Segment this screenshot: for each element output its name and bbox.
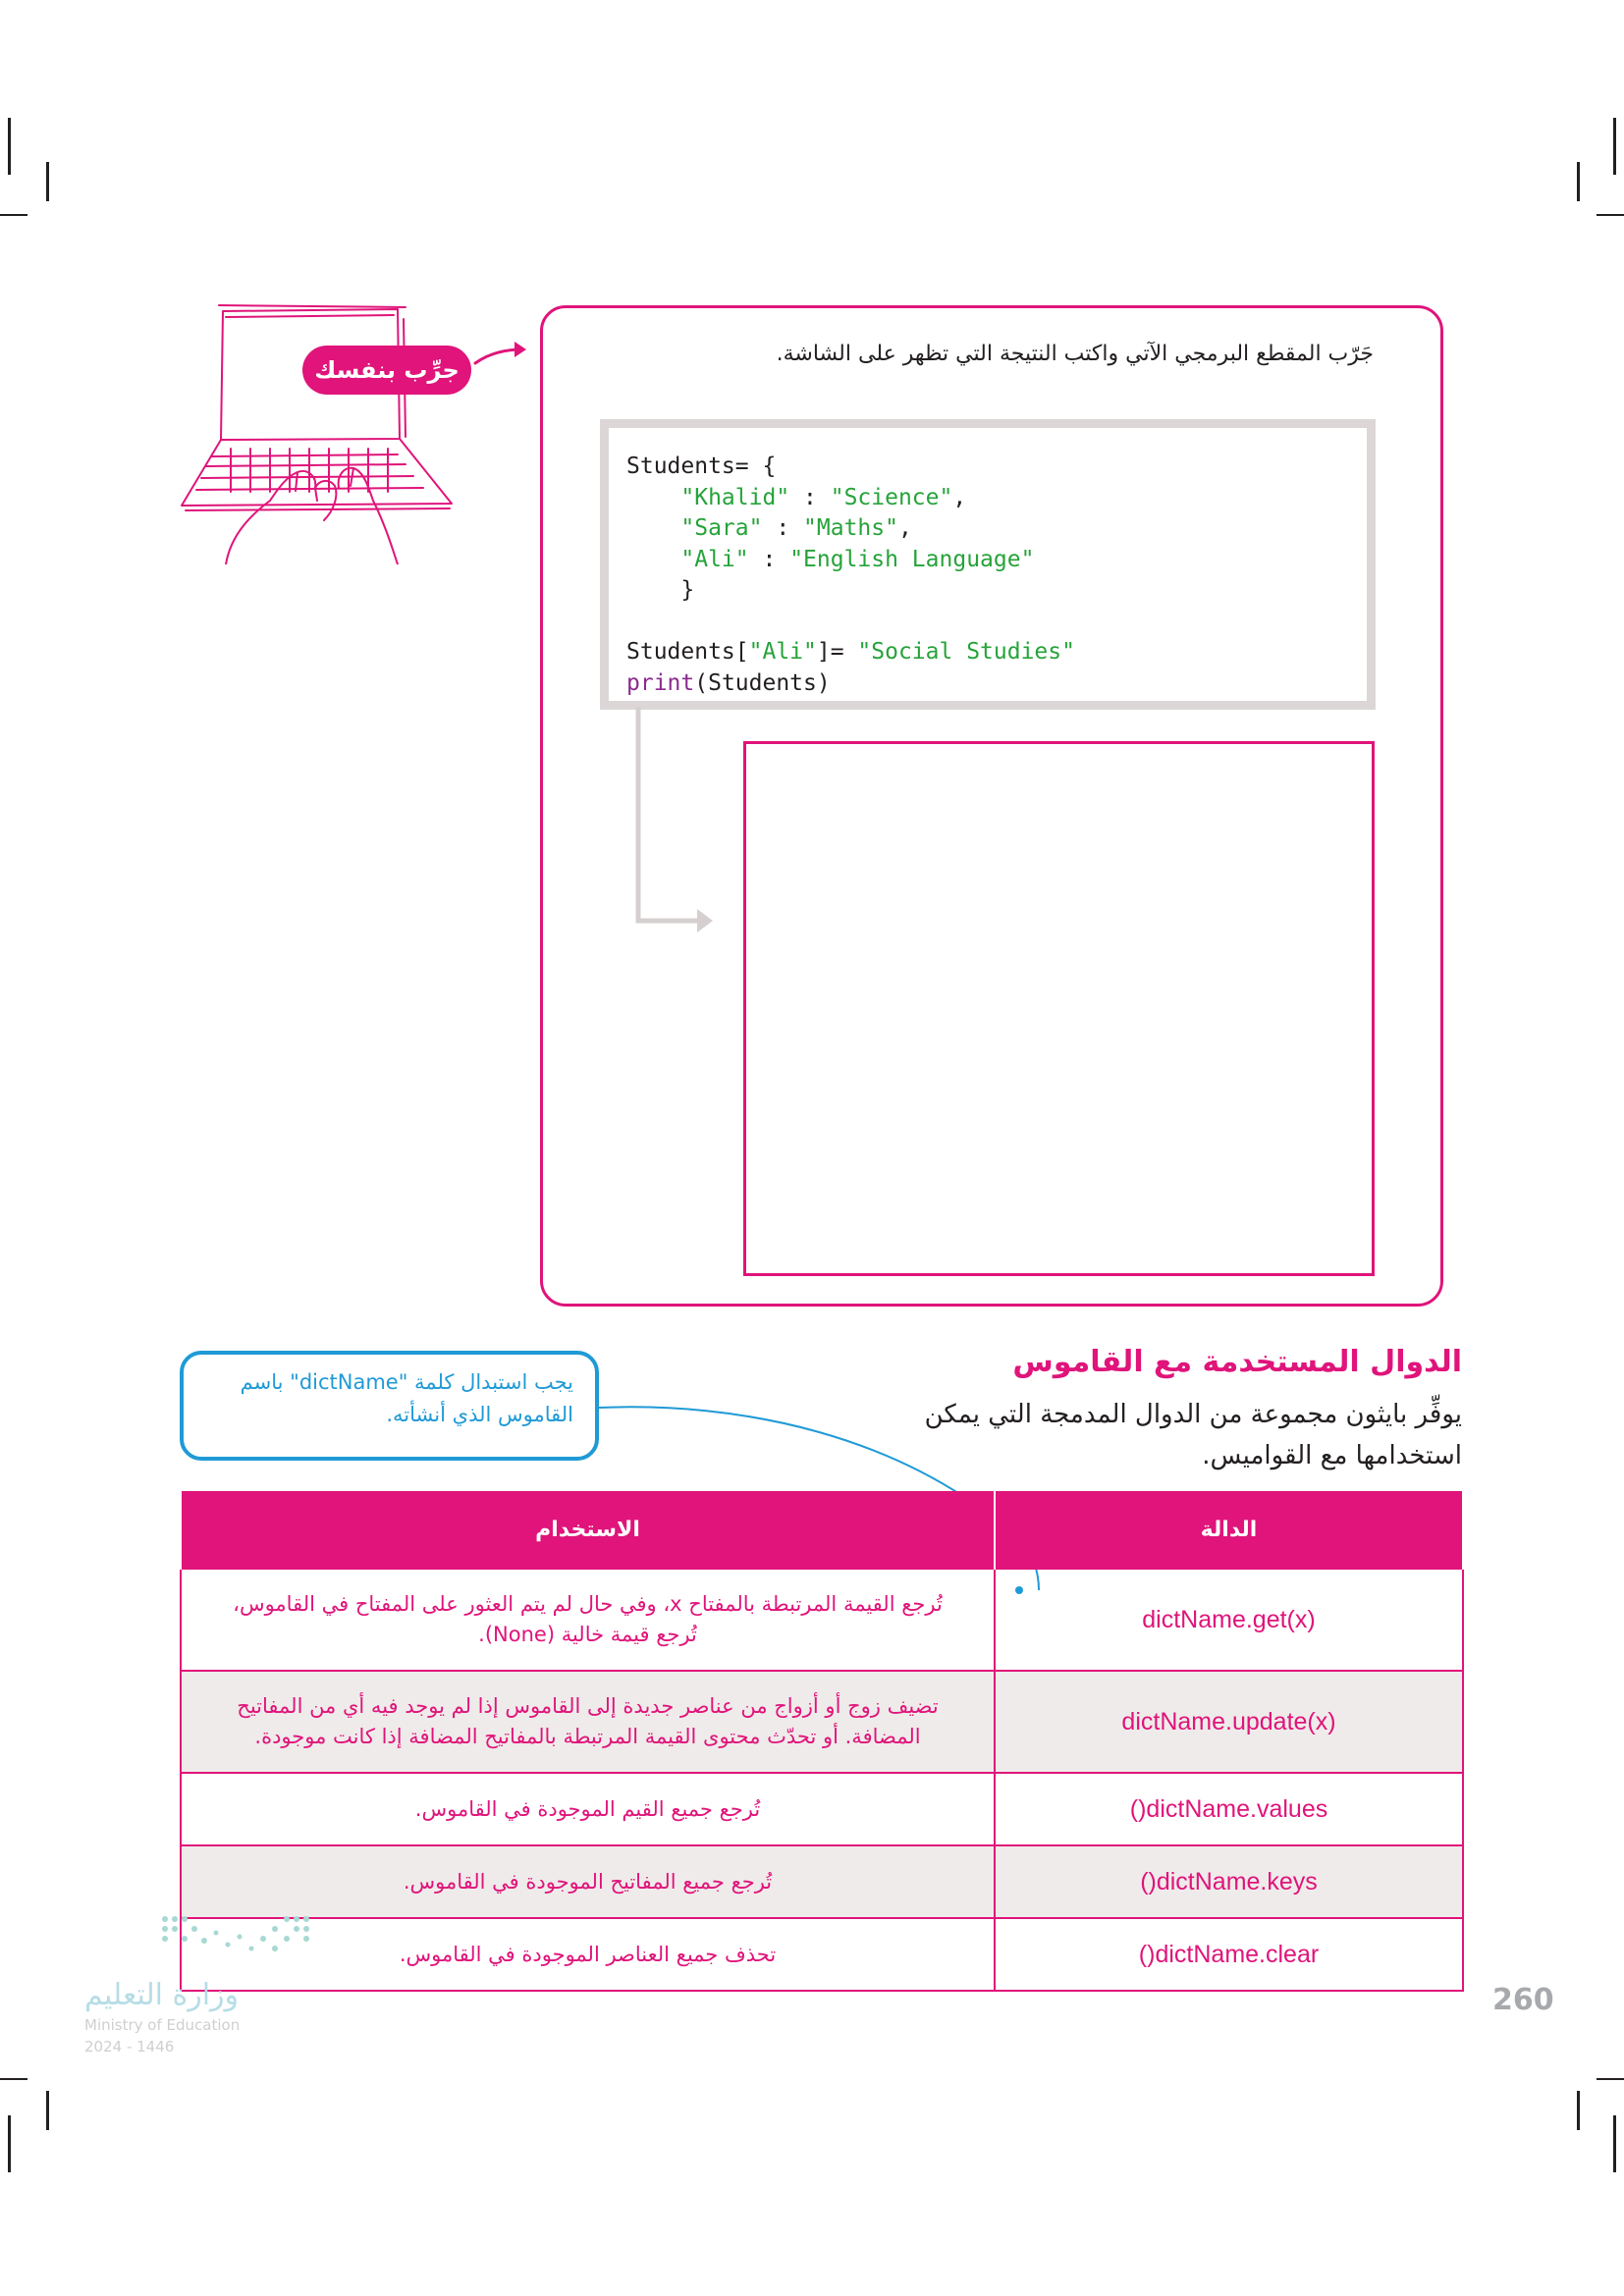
code-text: Students= { "Khalid" : "Science", "Sara" : "Maths", "Ali" : "English Language" } Students["Ali"]= "Social Studies" print(Students) — [626, 454, 1075, 696]
ministry-year: 2024 - 1446 — [84, 2038, 175, 2056]
function-cell: dictName.values() — [995, 1773, 1463, 1845]
crop-mark — [0, 2078, 27, 2080]
ministry-name-en: Ministry of Education — [84, 2016, 241, 2034]
output-answer-box[interactable] — [743, 741, 1375, 1276]
laptop-typing-icon — [172, 299, 466, 564]
usage-cell: تحذف جميع العناصر الموجودة في القاموس. — [181, 1918, 995, 1991]
table-row — [181, 1671, 1463, 1773]
try-it-instruction: جَرّب المقطع البرمجي الآتي واكتب النتيجة التي تظهر على الشاشة. — [776, 342, 1374, 366]
crop-mark — [1597, 2078, 1624, 2080]
dictionary-functions-table — [180, 1491, 1464, 1992]
header-usage: الاستخدام — [181, 1491, 995, 1569]
crop-mark — [46, 2091, 49, 2130]
callout-note: يجب استبدال كلمة "dictName" باسم القاموس الذي أنشأته. — [180, 1351, 599, 1461]
usage-cell: تُرجع القيمة المرتبطة بالمفتاح x، وفي حال لم يتم العثور على المفتاح في القاموس، تُرجع قيمة خالية (None). — [181, 1569, 995, 1671]
crop-mark — [8, 2115, 11, 2172]
ministry-logo-icon — [157, 1909, 324, 1963]
table-row — [181, 1569, 1463, 1671]
usage-cell: تُرجع جميع المفاتيح الموجودة في القاموس. — [181, 1845, 995, 1918]
header-function: الدالة — [995, 1491, 1463, 1569]
crop-mark — [0, 214, 27, 216]
table-header-row — [181, 1491, 1463, 1569]
function-cell: dictName.get(x) — [995, 1569, 1463, 1671]
table-row — [181, 1918, 1463, 1991]
crop-mark — [1613, 118, 1616, 175]
arrow-right-icon — [471, 334, 532, 373]
crop-mark — [1577, 2091, 1580, 2130]
usage-cell: تضيف زوج أو أزواج من عناصر جديدة إلى القاموس إذا لم يوجد فيه أي من المفاتيح المضافة. أو تحدّث محتوى القيمة المرتبطة بالمفاتيح المضافة إذا كانت موجودة. — [181, 1671, 995, 1773]
crop-mark — [1597, 214, 1624, 216]
ministry-watermark — [84, 1978, 240, 2056]
function-cell: dictName.update(x) — [995, 1671, 1463, 1773]
crop-mark — [46, 162, 49, 201]
output-arrow-icon — [628, 707, 722, 933]
ministry-name-ar: وزارة التعليم — [84, 1978, 240, 2012]
try-yourself-badge: جرِّب بنفسك — [302, 346, 471, 395]
function-cell: dictName.keys() — [995, 1845, 1463, 1918]
crop-mark — [1613, 2115, 1616, 2172]
code-block — [600, 419, 1376, 710]
section-intro: يوفِّر بايثون مجموعة من الدوال المدمجة التي يمكن استخدامها مع القواميس. — [924, 1400, 1462, 1470]
table-row — [181, 1845, 1463, 1918]
usage-cell: تُرجع جميع القيم الموجودة في القاموس. — [181, 1773, 995, 1845]
function-cell: dictName.clear() — [995, 1918, 1463, 1991]
crop-mark — [8, 118, 11, 175]
crop-mark — [1577, 162, 1580, 201]
section-title: الدوال المستخدمة مع القاموس — [1012, 1345, 1462, 1379]
page-number: 260 — [1492, 1983, 1554, 2017]
table-row — [181, 1773, 1463, 1845]
